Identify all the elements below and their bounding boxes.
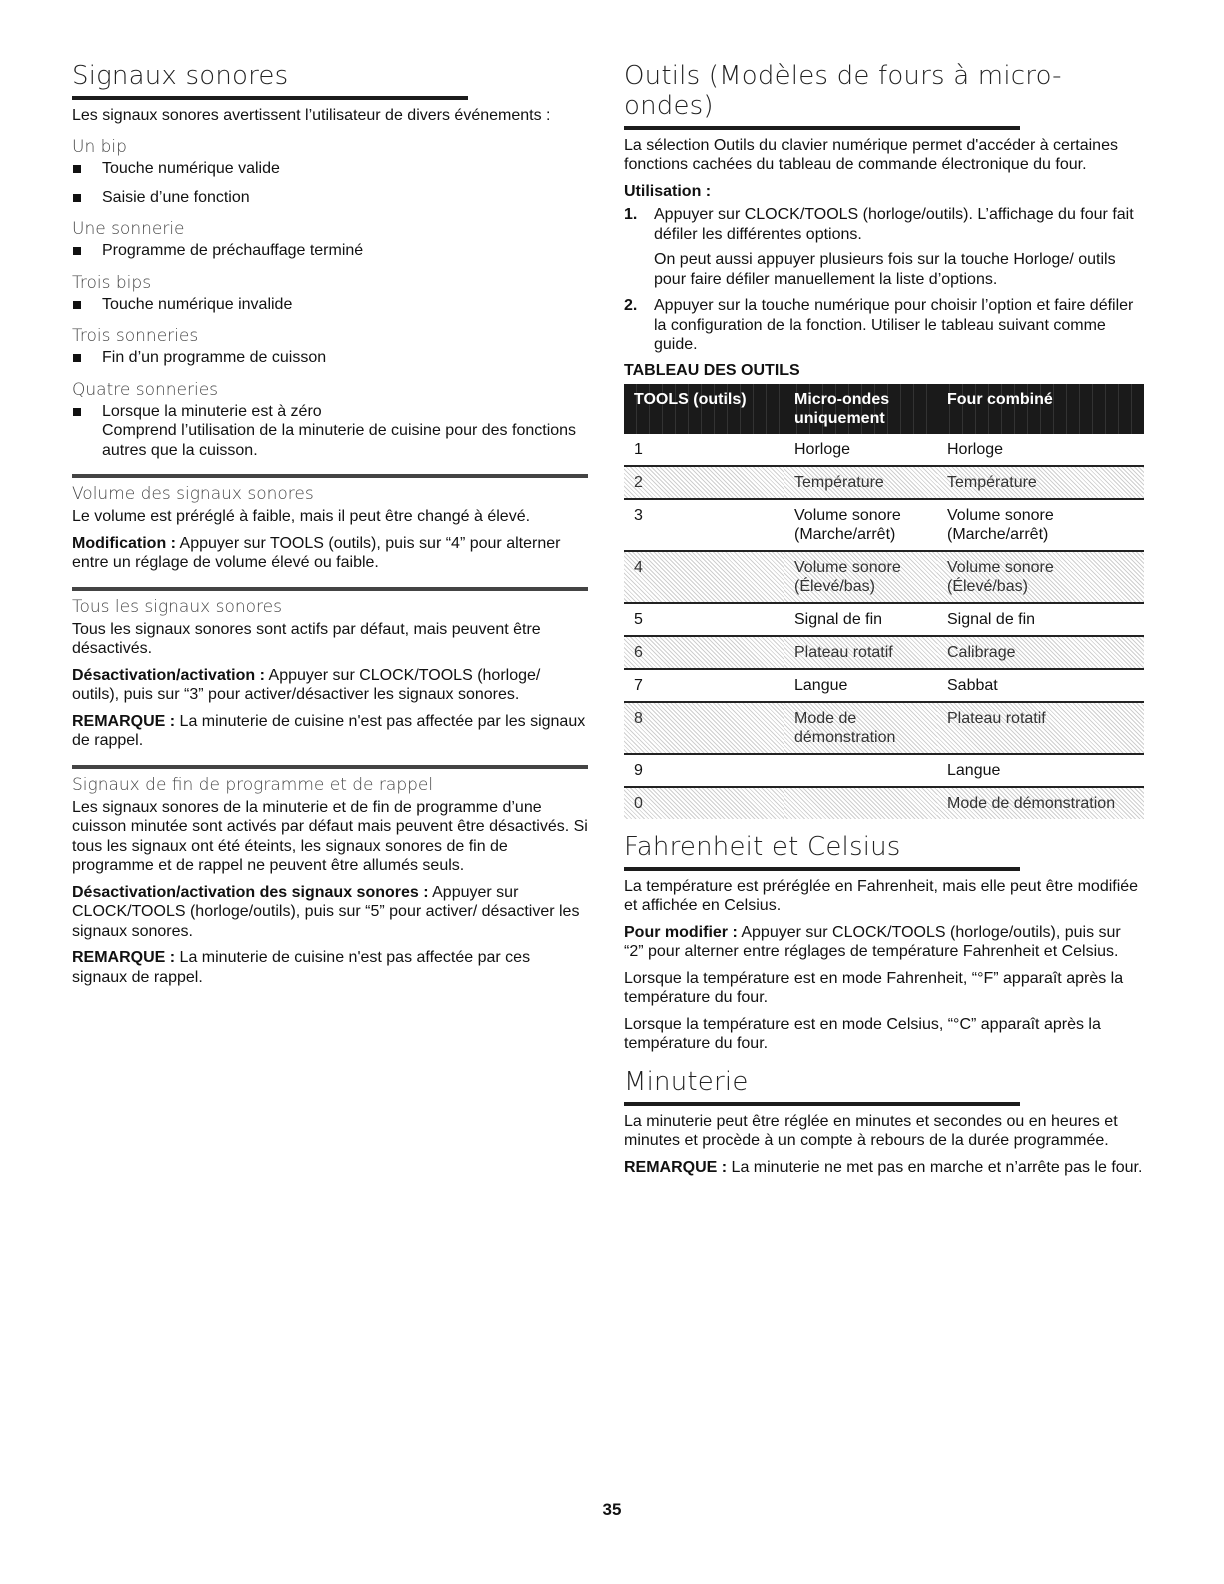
table-cell: 8 (624, 702, 784, 754)
activation-text: Appuyer sur CLOCK/TOOLS (horloge/outils), puis sur “5” pour activer/ désactiver les signaux sonores. (72, 883, 580, 940)
section-title-outils: Outils (Modèles de fours à micro-ondes) (624, 61, 1062, 121)
table-cell: Langue (937, 754, 1144, 787)
tous-text: Tous les signaux sonores sont actifs par défaut, mais peuvent être désactivés. (72, 620, 541, 658)
table-row (624, 434, 1144, 466)
left-column (72, 62, 588, 994)
table-cell (784, 787, 937, 819)
group-label: Quatre sonneries (72, 379, 219, 400)
subsection-title: Volume des signaux sonores (72, 484, 314, 505)
subsection-title: Tous les signaux sonores (72, 596, 282, 617)
subsection-fin (72, 765, 588, 988)
group-label: Trois sonneries (72, 326, 199, 347)
step-text: Appuyer sur la touche numérique pour choisir l’option et faire défiler la configuration de la fonction. Utiliser le tableau suivant comme guide. (654, 297, 1134, 354)
fin-remarque (72, 948, 588, 987)
tous-remarque (72, 712, 588, 751)
list-item: Touche numérique invalide (72, 295, 588, 315)
table-cell: Langue (784, 669, 937, 702)
step-item (624, 205, 1144, 289)
list-item (72, 402, 588, 461)
remarque-text: La minuterie de cuisine n'est pas affectée par ces signaux de rappel. (72, 949, 531, 986)
section-title-minuterie: Minuterie (624, 1066, 749, 1097)
table-header-row (624, 384, 1144, 434)
fahrenheit-note-f: Lorsque la température est en mode Fahrenheit, “°F” apparaît après la température du four. (624, 969, 1124, 1007)
table-cell: Température (784, 466, 937, 499)
steps-list (624, 205, 1144, 355)
table-cell: Signal de fin (784, 603, 937, 636)
table-cell: Mode de démonstration (937, 787, 1144, 819)
section-rule (72, 96, 468, 100)
volume-text: Le volume est préréglé à faible, mais il peut être changé à élevé. (72, 508, 531, 526)
label-bold: Modification : (72, 534, 176, 552)
table-cell: Température (937, 466, 1144, 499)
bullet-list (72, 295, 588, 315)
label-bold: Utilisation : (624, 182, 712, 200)
activation-text: Appuyer sur CLOCK/TOOLS (horloge/ outils), puis sur “3” pour activer/désactiver les signaux sonores. (72, 666, 541, 704)
usage-label (624, 182, 1144, 202)
table-cell: Calibrage (937, 636, 1144, 669)
step-text: Appuyer sur CLOCK/TOOLS (horloge/outils). L’affichage du four fait défiler les différentes options. (654, 206, 1134, 243)
section-rule (624, 126, 1020, 130)
group-label: Trois bips (72, 272, 152, 293)
remarque-text: La minuterie de cuisine n'est pas affectée par les signaux de rappel. (72, 712, 586, 750)
list-item-extra: Comprend l’utilisation de la minuterie de cuisine pour des fonctions autres que la cuisson. (102, 422, 577, 459)
signaux-intro: Les signaux sonores avertissent l’utilisateur de divers événements : (72, 106, 551, 124)
table-cell: Sabbat (937, 669, 1144, 702)
table-cell: Volume sonore (Élevé/bas) (937, 551, 1144, 603)
bullet-list (72, 402, 588, 461)
step-extra: On peut aussi appuyer plusieurs fois sur la touche Horloge/ outils pour faire défiler manuellement la liste d’options. (654, 251, 1116, 288)
table-cell: Plateau rotatif (937, 702, 1144, 754)
table-row (624, 787, 1144, 819)
label-bold: Pour modifier : (624, 923, 738, 941)
table-row (624, 754, 1144, 787)
list-item: Touche numérique valide (72, 159, 588, 179)
table-row (624, 702, 1144, 754)
table-cell: 0 (624, 787, 784, 819)
table-cell: 6 (624, 636, 784, 669)
list-item: Saisie d’une fonction (72, 188, 588, 208)
table-cell: Volume sonore (Marche/arrêt) (784, 499, 937, 551)
subsection-tous (72, 587, 588, 751)
step-item (624, 296, 1144, 355)
section-rule (624, 1102, 1020, 1106)
page-number: 35 (602, 1500, 622, 1519)
table-cell: 2 (624, 466, 784, 499)
minuterie-text: La minuterie peut être réglée en minutes et secondes ou en heures et minutes et procède à un compte à rebours de la durée programmée. (624, 1112, 1118, 1150)
fahrenheit-note-c: Lorsque la température est en mode Celsius, “°C” apparaît après la température du four. (624, 1015, 1101, 1053)
bullet-list (72, 159, 588, 207)
fahrenheit-text: La température est préréglée en Fahrenheit, mais elle peut être modifiée et affichée en Celsius. (624, 877, 1139, 915)
list-item: Fin d’un programme de cuisson (72, 348, 588, 368)
table-header-cell: Micro-ondes uniquement (784, 384, 937, 434)
fahrenheit-modify (624, 923, 1144, 962)
table-row (624, 499, 1144, 551)
table-cell: Horloge (784, 434, 937, 466)
table-cell: Volume sonore (Élevé/bas) (784, 551, 937, 603)
table-cell: 9 (624, 754, 784, 787)
group-label: Une sonnerie (72, 219, 185, 240)
bullet-list (72, 348, 588, 368)
fin-text: Les signaux sonores de la minuterie et de fin de programme d’une cuisson minutée sont activés par défaut mais peuvent être désactivés. Si tous les signaux ont été éteints, les signaux sonores de fin de programme et de rappel ne peuvent être allumés seuls. (72, 798, 588, 875)
label-bold: Désactivation/activation des signaux sonores : (72, 883, 429, 901)
table-cell: Horloge (937, 434, 1144, 466)
table-cell: 4 (624, 551, 784, 603)
list-item: Programme de préchauffage terminé (72, 241, 588, 261)
group-label: Un bip (72, 137, 127, 158)
table-cell: Mode de démonstration (784, 702, 937, 754)
table-cell: 1 (624, 434, 784, 466)
label-bold: REMARQUE : (72, 949, 176, 967)
table-cell: Plateau rotatif (784, 636, 937, 669)
section-rule (624, 867, 1020, 871)
step-number: 2. (624, 297, 638, 315)
right-column (624, 62, 1144, 1184)
tools-table (624, 384, 1144, 819)
modification-text: Appuyer sur TOOLS (outils), puis sur “4” pour alterner entre un réglage de volume élevé ou faible. (72, 534, 561, 572)
label-bold: REMARQUE : (72, 712, 176, 730)
remarque-text: La minuterie ne met pas en marche et n’arrête pas le four. (727, 1158, 1143, 1176)
tous-activation (72, 666, 588, 705)
subsection-title: Signaux de fin de programme et de rappel (72, 774, 434, 795)
list-item-text: Lorsque la minuterie est à zéro (102, 402, 322, 420)
outils-intro: La sélection Outils du clavier numérique permet d'accéder à certaines fonctions cachées du tableau de commande électronique du four. (624, 136, 1118, 174)
table-cell (784, 754, 937, 787)
subsection-volume (72, 474, 588, 573)
table-row (624, 466, 1144, 499)
table-row (624, 669, 1144, 702)
table-cell: Signal de fin (937, 603, 1144, 636)
table-header-cell: Four combiné (937, 384, 1144, 434)
modify-text: Appuyer sur CLOCK/TOOLS (horloge/outils), puis sur “2” pour alterner entre réglages de température Fahrenheit et Celsius. (624, 923, 1121, 961)
table-row (624, 603, 1144, 636)
table-header-cell: TOOLS (outils) (624, 384, 784, 434)
volume-modification (72, 534, 588, 573)
table-cell: 7 (624, 669, 784, 702)
label-bold: REMARQUE : (624, 1158, 728, 1176)
table-cell: Volume sonore (Marche/arrêt) (937, 499, 1144, 551)
step-number: 1. (624, 206, 638, 224)
table-title: TABLEAU DES OUTILS (624, 361, 800, 379)
label-bold: Désactivation/activation : (72, 666, 265, 684)
fin-activation (72, 883, 588, 942)
table-cell: 5 (624, 603, 784, 636)
bullet-list (72, 241, 588, 261)
section-title-signaux: Signaux sonores (72, 61, 289, 91)
section-title-fahrenheit: Fahrenheit et Celsius (624, 831, 901, 862)
minuterie-remarque (624, 1158, 1144, 1178)
table-cell: 3 (624, 499, 784, 551)
table-row (624, 636, 1144, 669)
table-row (624, 551, 1144, 603)
